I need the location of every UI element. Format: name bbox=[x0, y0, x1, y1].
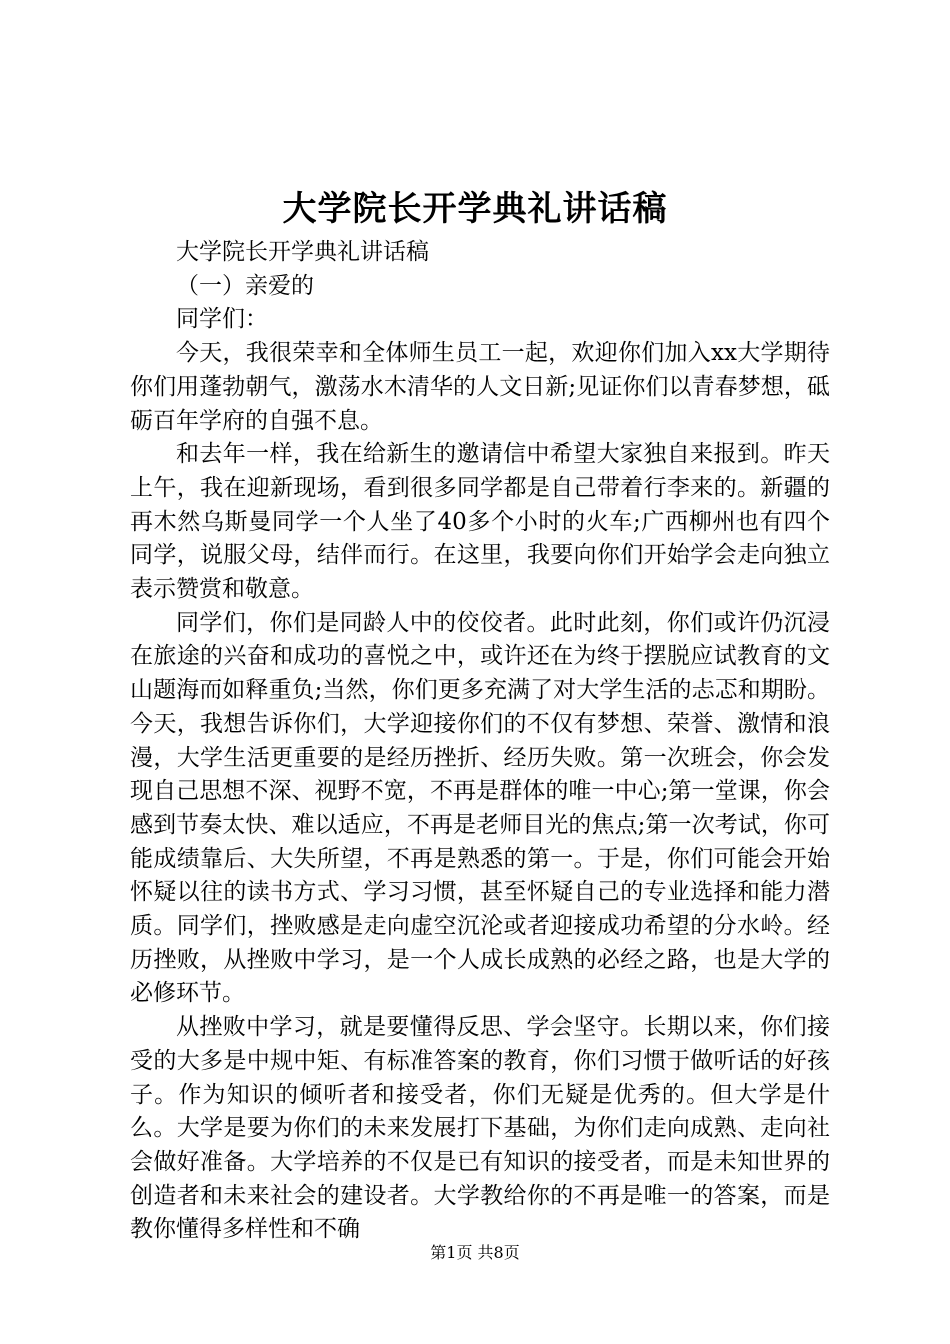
page-title: 大学院长开学典礼讲话稿 bbox=[282, 189, 668, 229]
document-body bbox=[130, 236, 830, 1247]
paragraph: 同学们，你们是同龄人中的佼佼者。此时此刻，你们或许仍沉浸在旅途的兴奋和成功的喜悦之中，或许还在为终于摆脱应试教育的文山题海而如释重负;当然，你们更多充满了对大学生活的忐忑和期盼。今天，我想告诉你们，大学迎接你们的不仅有梦想、荣誉、激情和浪漫，大学生活更重要的是经历挫折、经历失败。第一次班会，你会发现自己思想不深、视野不宽，不再是群体的唯一中心;第一堂课，你会感到节奏太快、难以适应，不再是老师目光的焦点;第一次考试，你可能成绩靠后、大失所望，不再是熟悉的第一。于是，你们可能会开始怀疑以往的读书方式、学习习惯，甚至怀疑自己的专业选择和能力潜质。同学们，挫败感是走向虚空沉沦或者迎接成功希望的分水岭。经历挫败，从挫败中学习，是一个人成长成熟的必经之路，也是大学的必修环节。 bbox=[130, 609, 830, 1007]
paragraph-section-heading: （一）亲爱的 bbox=[176, 272, 314, 299]
paragraph-subtitle: 大学院长开学典礼讲话稿 bbox=[176, 239, 429, 265]
page-number-footer: 第1页 共8页 bbox=[430, 1243, 520, 1262]
paragraph: 和去年一样，我在给新生的邀请信中希望大家独自来报到。昨天上午，我在迎新现场，看到很多同学都是自己带着行李来的。新疆的再木然乌斯曼同学一个人坐了40多个小时的火车;广西柳州也有四个同学，说服父母，结伴而行。在这里，我要向你们开始学会走向独立表示赞赏和敬意。 bbox=[130, 441, 830, 603]
paragraph-salutation: 同学们： bbox=[176, 306, 268, 333]
paragraph: 今天，我很荣幸和全体师生员工一起，欢迎你们加入xx大学期待你们用蓬勃朝气，激荡水木清华的人文日新;见证你们以青春梦想，砥砺百年学府的自强不息。 bbox=[130, 340, 830, 434]
paragraph: 从挫败中学习，就是要懂得反思、学会坚守。长期以来，你们接受的大多是中规中矩、有标准答案的教育，你们习惯于做听话的好孩子。作为知识的倾听者和接受者，你们无疑是优秀的。但大学是什么。大学是要为你们的未来发展打下基础，为你们走向成熟、走向社会做好准备。大学培养的不仅是已有知识的接受者，而是未知世界的创造者和未来社会的建设者。大学教给你的不再是唯一的答案，而是教你懂得多样性和不确 bbox=[130, 1014, 830, 1243]
